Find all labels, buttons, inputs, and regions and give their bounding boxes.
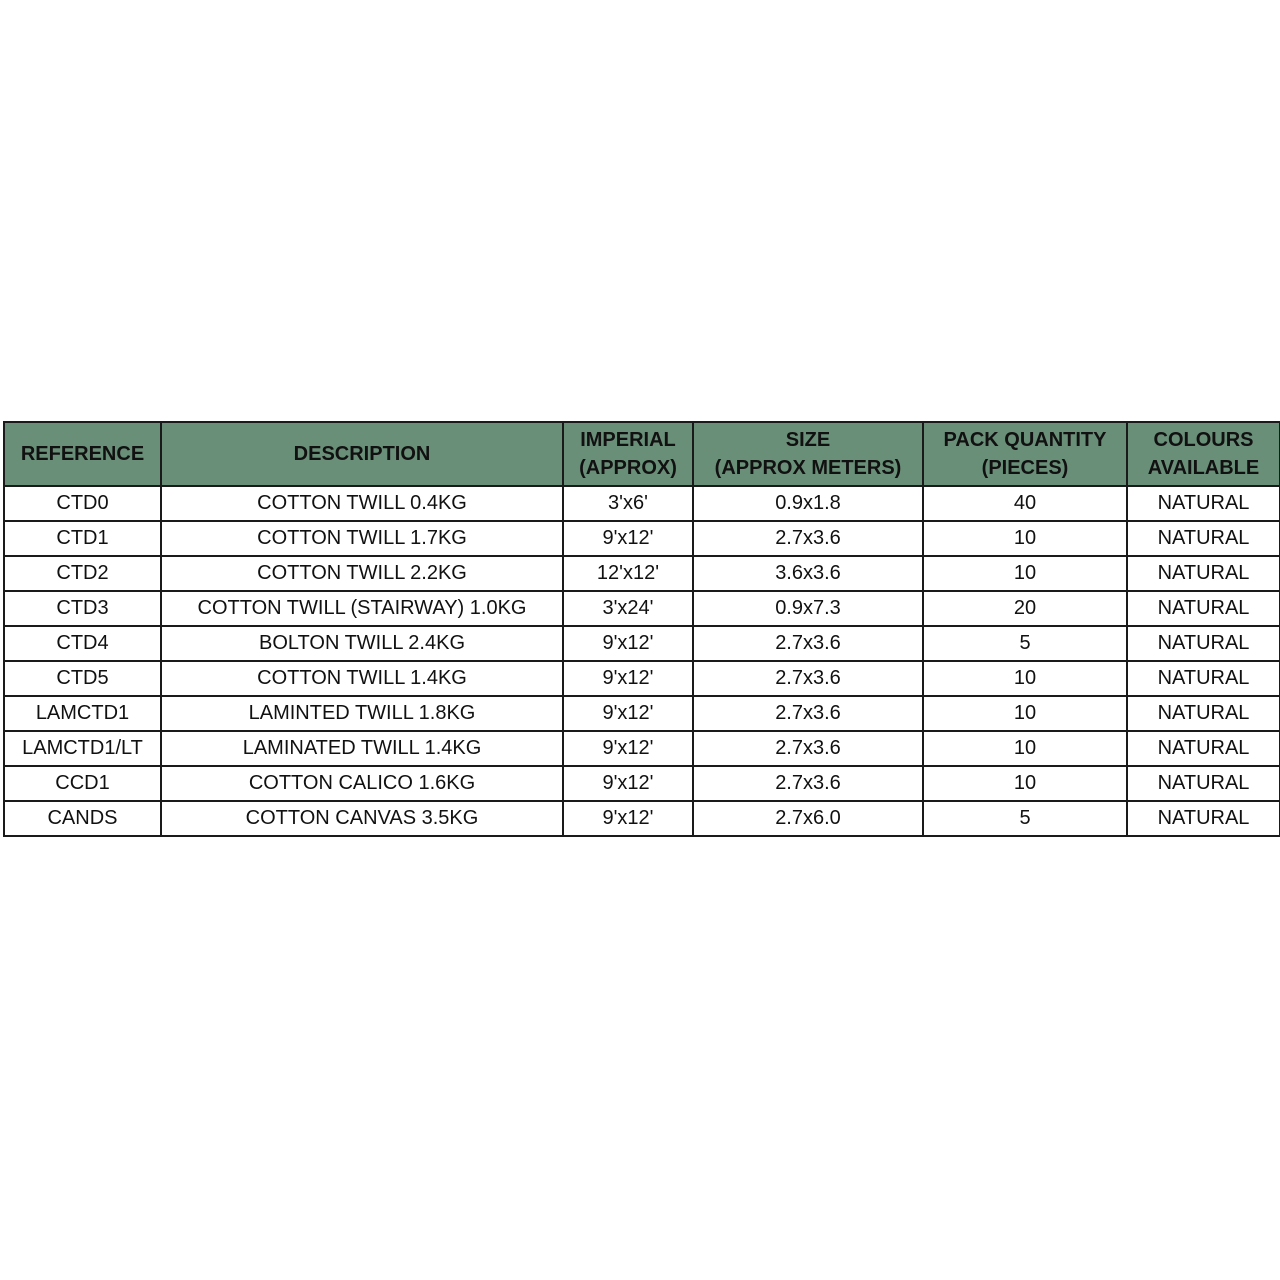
cell-size: 0.9x1.8 <box>693 486 923 521</box>
cell-reference: CTD2 <box>4 556 161 591</box>
cell-colours-available: NATURAL <box>1127 661 1280 696</box>
cell-pack-quantity: 10 <box>923 556 1127 591</box>
column-header-reference <box>4 422 161 486</box>
cell-reference: CTD5 <box>4 661 161 696</box>
column-header-line1: PACK QUANTITY <box>943 429 1107 451</box>
cell-reference: CTD4 <box>4 626 161 661</box>
cell-reference: CTD0 <box>4 486 161 521</box>
column-header-line1: COLOURS <box>1153 429 1254 451</box>
table-row <box>4 521 1280 556</box>
cell-description: COTTON TWILL (STAIRWAY) 1.0KG <box>161 591 563 626</box>
cell-imperial: 9'x12' <box>563 696 693 731</box>
cell-imperial: 9'x12' <box>563 661 693 696</box>
cell-reference: CTD3 <box>4 591 161 626</box>
cell-pack-quantity: 10 <box>923 696 1127 731</box>
column-header-pack-quantity <box>923 422 1127 486</box>
cell-colours-available: NATURAL <box>1127 696 1280 731</box>
column-header-line2: (APPROX METERS) <box>714 457 902 479</box>
cell-imperial: 3'x24' <box>563 591 693 626</box>
cell-size: 2.7x3.6 <box>693 731 923 766</box>
cell-pack-quantity: 5 <box>923 801 1127 836</box>
column-header-line1: SIZE <box>785 429 831 451</box>
cell-colours-available: NATURAL <box>1127 486 1280 521</box>
cell-size: 3.6x3.6 <box>693 556 923 591</box>
cell-imperial: 9'x12' <box>563 626 693 661</box>
column-header-size <box>693 422 923 486</box>
cell-colours-available: NATURAL <box>1127 626 1280 661</box>
cell-reference: CANDS <box>4 801 161 836</box>
cell-reference: CCD1 <box>4 766 161 801</box>
table-row <box>4 696 1280 731</box>
cell-description: COTTON TWILL 2.2KG <box>161 556 563 591</box>
cell-pack-quantity: 20 <box>923 591 1127 626</box>
cell-description: COTTON TWILL 0.4KG <box>161 486 563 521</box>
table-row <box>4 486 1280 521</box>
table-row <box>4 731 1280 766</box>
table-row <box>4 591 1280 626</box>
table-row <box>4 801 1280 836</box>
table-row <box>4 626 1280 661</box>
cell-description: COTTON CALICO 1.6KG <box>161 766 563 801</box>
table-row <box>4 556 1280 591</box>
product-spec-table <box>3 421 1280 837</box>
cell-pack-quantity: 10 <box>923 766 1127 801</box>
cell-imperial: 12'x12' <box>563 556 693 591</box>
cell-imperial: 9'x12' <box>563 801 693 836</box>
cell-reference: LAMCTD1 <box>4 696 161 731</box>
cell-description: COTTON TWILL 1.7KG <box>161 521 563 556</box>
cell-reference: CTD1 <box>4 521 161 556</box>
header-row <box>4 422 1280 486</box>
cell-description: BOLTON TWILL 2.4KG <box>161 626 563 661</box>
table-header <box>4 422 1280 486</box>
column-header-line1: DESCRIPTION <box>293 443 431 465</box>
cell-imperial: 3'x6' <box>563 486 693 521</box>
cell-description: LAMINATED TWILL 1.4KG <box>161 731 563 766</box>
product-table-container <box>3 421 1279 837</box>
cell-pack-quantity: 10 <box>923 731 1127 766</box>
column-header-imperial <box>563 422 693 486</box>
cell-colours-available: NATURAL <box>1127 591 1280 626</box>
column-header-line2: (APPROX) <box>579 457 677 479</box>
cell-colours-available: NATURAL <box>1127 801 1280 836</box>
cell-reference: LAMCTD1/LT <box>4 731 161 766</box>
cell-colours-available: NATURAL <box>1127 521 1280 556</box>
cell-description: LAMINTED TWILL 1.8KG <box>161 696 563 731</box>
column-header-line1: REFERENCE <box>20 443 145 465</box>
cell-pack-quantity: 10 <box>923 661 1127 696</box>
cell-description: COTTON CANVAS 3.5KG <box>161 801 563 836</box>
column-header-line2: (PIECES) <box>981 457 1069 479</box>
column-header-line1: IMPERIAL <box>580 429 676 451</box>
cell-size: 2.7x3.6 <box>693 661 923 696</box>
cell-description: COTTON TWILL 1.4KG <box>161 661 563 696</box>
column-header-description <box>161 422 563 486</box>
cell-imperial: 9'x12' <box>563 731 693 766</box>
cell-colours-available: NATURAL <box>1127 766 1280 801</box>
table-body <box>4 486 1280 836</box>
cell-size: 2.7x3.6 <box>693 521 923 556</box>
cell-imperial: 9'x12' <box>563 521 693 556</box>
table-row <box>4 661 1280 696</box>
cell-colours-available: NATURAL <box>1127 556 1280 591</box>
cell-size: 2.7x3.6 <box>693 696 923 731</box>
cell-colours-available: NATURAL <box>1127 731 1280 766</box>
cell-size: 2.7x3.6 <box>693 626 923 661</box>
column-header-line2: AVAILABLE <box>1147 457 1260 479</box>
table-row <box>4 766 1280 801</box>
cell-pack-quantity: 5 <box>923 626 1127 661</box>
cell-size: 2.7x3.6 <box>693 766 923 801</box>
cell-pack-quantity: 40 <box>923 486 1127 521</box>
cell-pack-quantity: 10 <box>923 521 1127 556</box>
column-header-colours-available <box>1127 422 1280 486</box>
cell-size: 2.7x6.0 <box>693 801 923 836</box>
cell-imperial: 9'x12' <box>563 766 693 801</box>
cell-size: 0.9x7.3 <box>693 591 923 626</box>
